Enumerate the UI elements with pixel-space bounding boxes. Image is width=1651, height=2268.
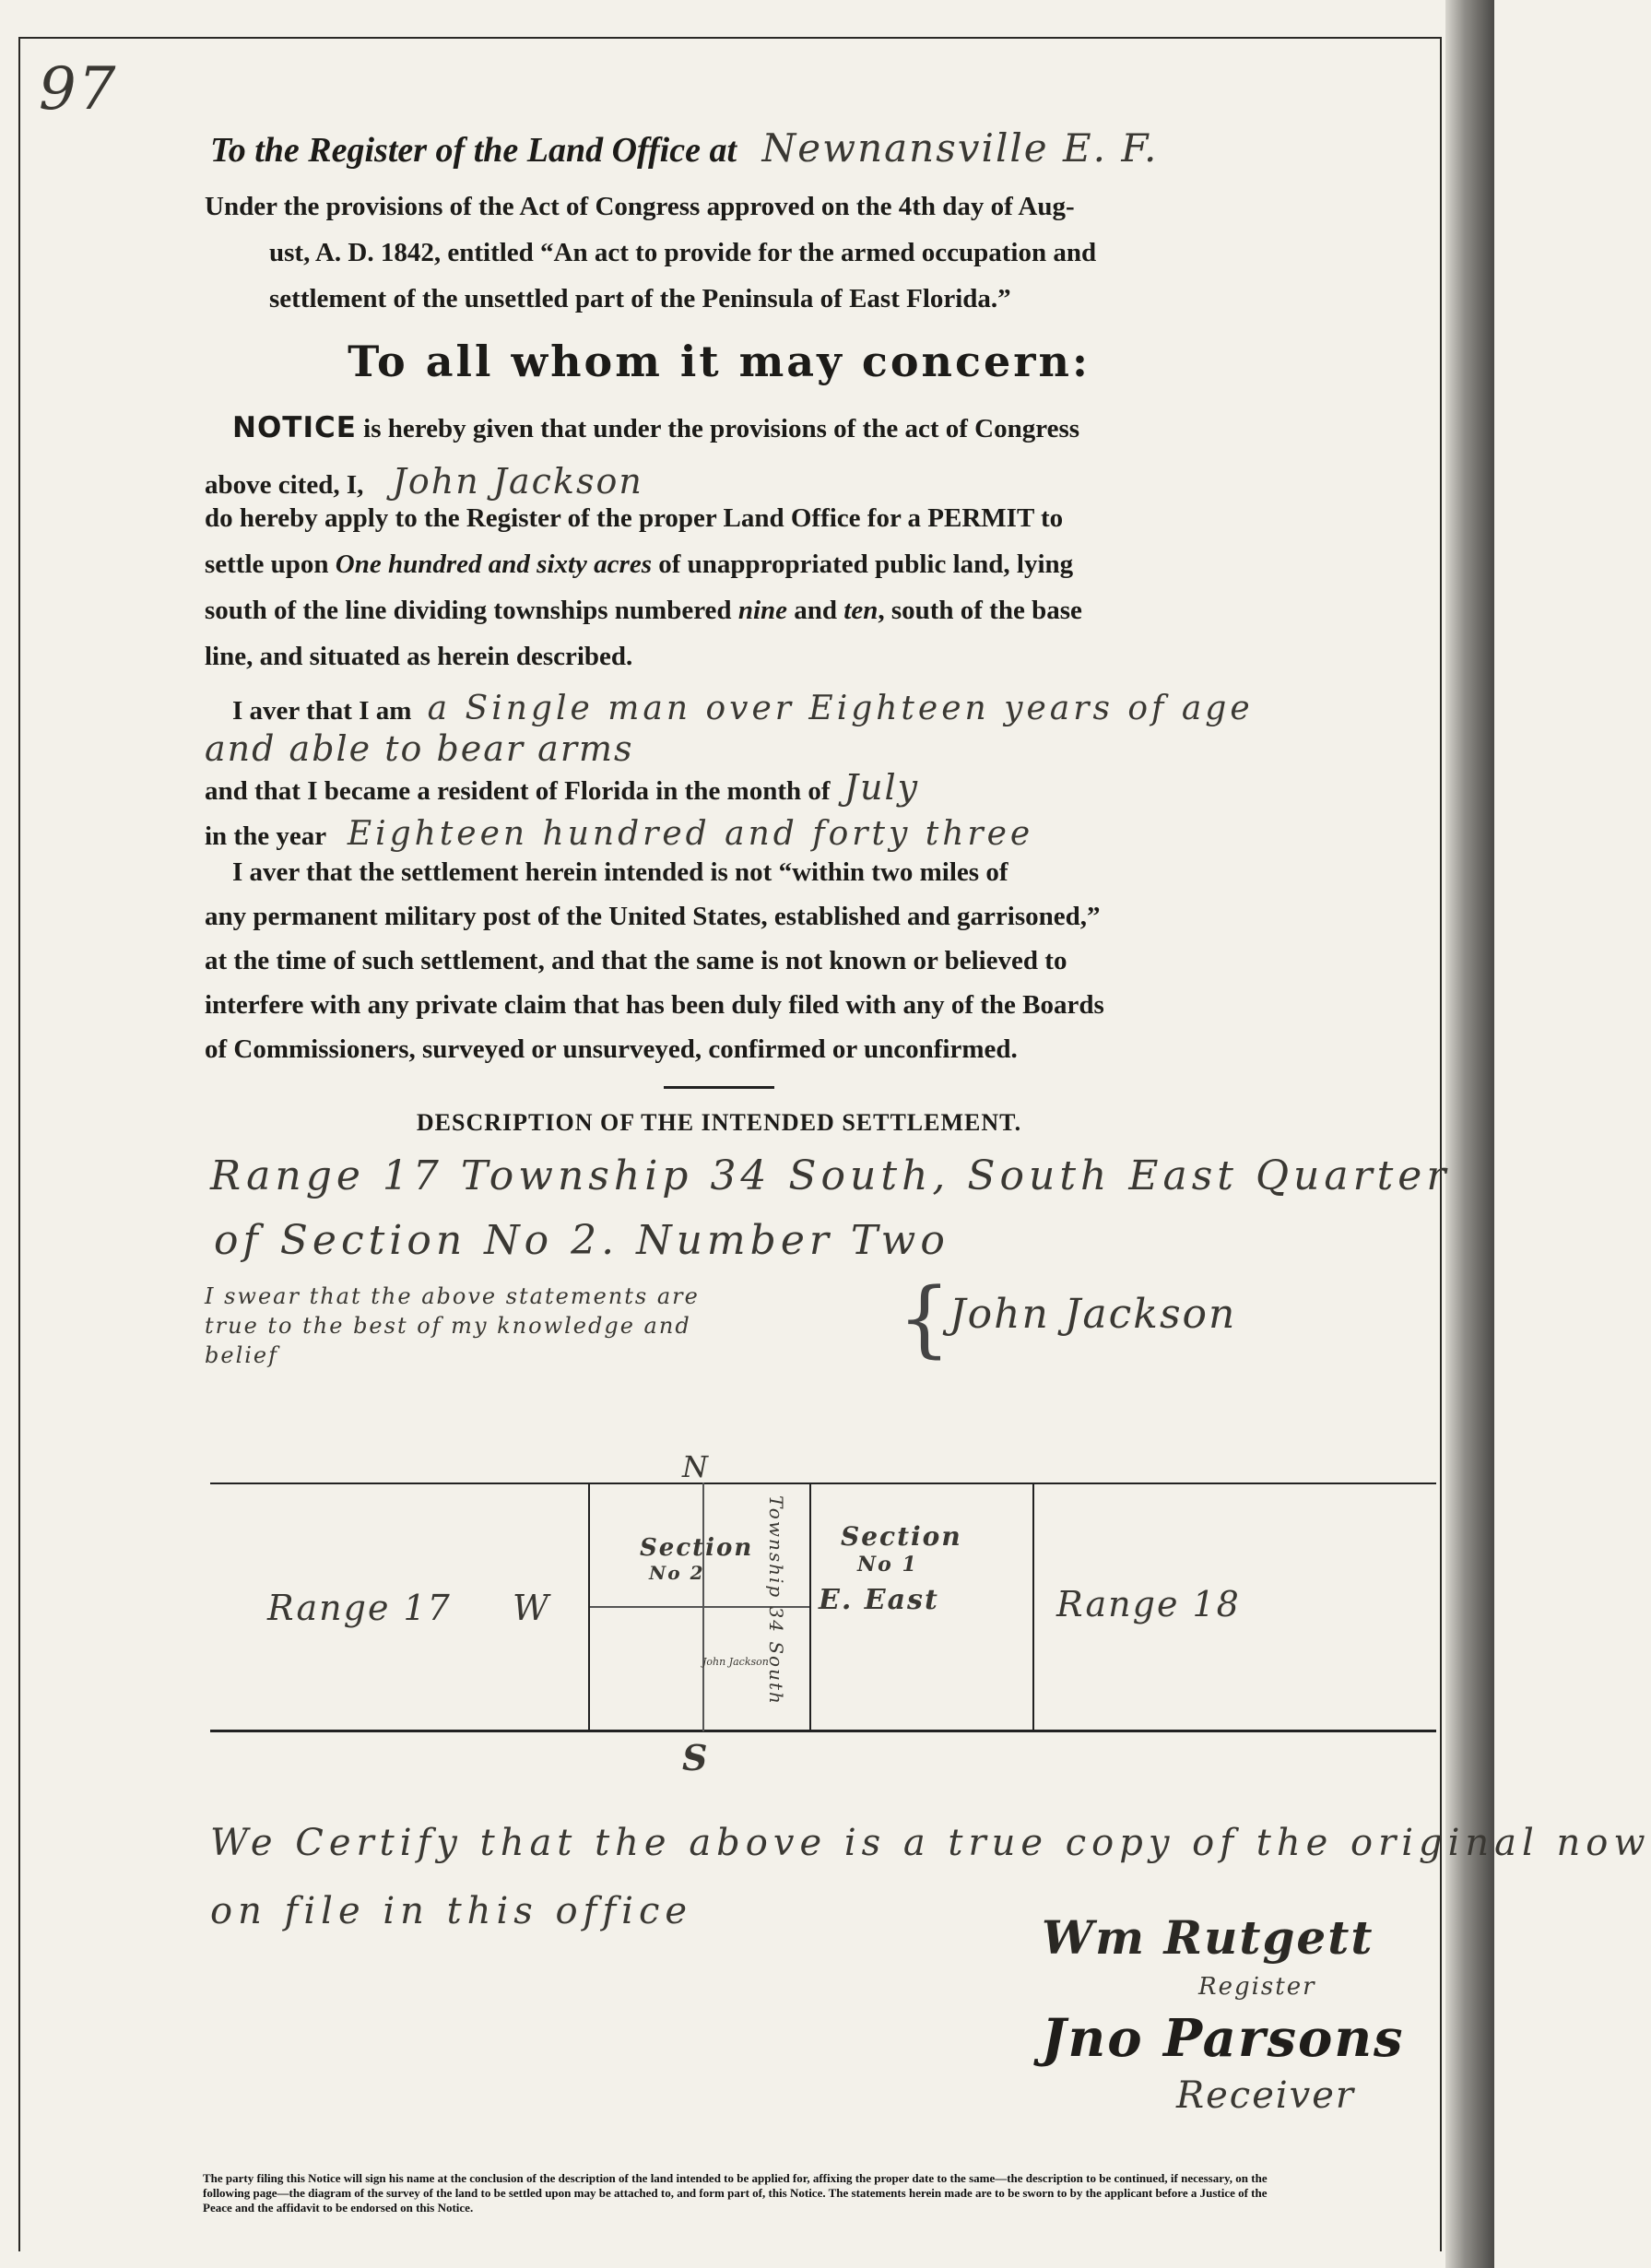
section-left-number: No 2 — [649, 1562, 705, 1584]
certification-line-1: We Certify that the above is a true copy of the original now — [210, 1822, 1651, 1864]
west-label: W — [513, 1588, 551, 1628]
oath-line-2: true to the best of my knowledge and — [205, 1313, 691, 1339]
notice-line-4 — [205, 549, 1073, 580]
settlement-line-1: I aver that the settlement herein intended is not “within two miles of — [232, 857, 1008, 887]
notice-line-1-text: is hereby given that under the provisions of the act of Congress — [363, 414, 1080, 443]
provisions-line-2: ust, A. D. 1842, entitled “An act to provide for the armed occupation and — [269, 238, 1097, 267]
register-title: Register — [1198, 1973, 1316, 2001]
certification-line-2: on file in this office — [210, 1890, 693, 1932]
aver-label: I aver that I am — [232, 696, 412, 726]
oath-line-1: I swear that the above statements are — [205, 1283, 700, 1309]
plat-bottom-line — [210, 1730, 1436, 1732]
footnote: The party filing this Notice will sign his name at the conclusion of the description of the land intended to be applied for, affixing the proper date to the same—the description to be continued, if necessary, on the following page—the diagram of the survey of the land to be settled upon may be attached to, and form part of, this Notice. The statements herein made are to be sworn to by the applicant before a Justice of the Peace and the affidavit to be endorsed on this Notice. — [203, 2171, 1268, 2215]
public-land-text: of unappropriated public land, lying — [658, 549, 1074, 579]
notice-line-1 — [232, 411, 1079, 444]
range-right-label: Range 18 — [1056, 1584, 1241, 1624]
land-office-name: Newnansville E. F. — [761, 125, 1159, 171]
settlement-line-2: any permanent military post of the United States, established and garrisoned,” — [205, 902, 1101, 931]
notice-line-5 — [205, 596, 1082, 626]
south-label: S — [682, 1737, 710, 1778]
ten-text: ten — [843, 596, 879, 625]
applicant-name: John Jackson — [392, 461, 643, 502]
section-divider — [664, 1086, 774, 1089]
east-label: E. East — [819, 1584, 939, 1616]
notice-line-3: do hereby apply to the Register of the proper Land Office for a PERMIT to — [205, 503, 1064, 533]
register-heading-lead: To the Register of the Land Office at — [210, 131, 737, 170]
oath-brace: { — [898, 1270, 951, 1367]
plat-vline-3 — [1032, 1482, 1034, 1731]
township-label: Township 34 South — [765, 1495, 787, 1706]
receiver-signature: Jno Parsons — [1042, 2008, 1405, 2069]
description-handwriting-2: of Section No 2. Number Two — [214, 1217, 949, 1264]
register-heading — [210, 125, 1158, 171]
page-number: 97 — [39, 55, 118, 124]
resident-line — [205, 767, 919, 808]
acres-text: One hundred and sixty acres — [335, 549, 652, 579]
settlement-line-5: of Commissioners, surveyed or unsurveyed, confirmed or unconfirmed. — [205, 1034, 1018, 1064]
settlement-line-4: interfere with any private claim that has been duly filed with any of the Boards — [205, 990, 1104, 1020]
year-line — [205, 815, 1033, 853]
townships-text: south of the line dividing townships numbered — [205, 596, 732, 625]
aver-handwriting-2: and able to bear arms — [205, 728, 634, 769]
book-spine-shadow — [1445, 0, 1494, 2268]
settle-upon-text: settle upon — [205, 549, 329, 579]
section-left-label: Section — [640, 1534, 754, 1562]
receiver-title: Receiver — [1176, 2074, 1356, 2117]
settlement-line-3: at the time of such settlement, and that the same is not known or believed to — [205, 946, 1067, 975]
register-signature: Wm Rutgett — [1042, 1910, 1374, 1965]
year-label: in the year — [205, 821, 326, 851]
notice-line-2 — [205, 461, 643, 502]
above-cited-label: above cited, I, — [205, 470, 364, 500]
plat-top-line — [210, 1482, 1436, 1484]
notice-word: NOTICE — [232, 411, 357, 444]
and-text: and — [794, 596, 838, 625]
aver-handwriting-1: a Single man over Eighteen years of age — [427, 690, 1254, 727]
plat-vline-2 — [809, 1482, 811, 1731]
north-label: N — [682, 1449, 710, 1484]
concern-heading: To all whom it may concern: — [348, 337, 1091, 386]
plat-small-name: John Jackson — [702, 1656, 769, 1668]
resident-month: July — [843, 767, 920, 808]
section-right-number: No 1 — [857, 1553, 918, 1577]
nine-text: nine — [737, 596, 787, 625]
description-heading: DESCRIPTION OF THE INTENDED SETTLEMENT. — [416, 1109, 1022, 1136]
description-handwriting-1: Range 17 Township 34 South, South East Quarter — [210, 1152, 1451, 1199]
range-left-label: Range 17 — [267, 1588, 452, 1628]
oath-line-3: belief — [205, 1342, 279, 1368]
base-text: , south of the base — [878, 596, 1082, 625]
provisions-line-1: Under the provisions of the Act of Congress approved on the 4th day of Aug- — [205, 192, 1075, 221]
aver-line — [232, 690, 1254, 727]
provisions-line-3: settlement of the unsettled part of the Peninsula of East Florida.” — [269, 284, 1011, 313]
notice-line-6: line, and situated as herein described. — [205, 642, 633, 671]
resident-year: Eighteen hundred and forty three — [347, 815, 1034, 853]
applicant-signature: John Jackson — [949, 1291, 1237, 1338]
section-right-label: Section — [841, 1521, 962, 1552]
resident-label: and that I became a resident of Florida in the month of — [205, 776, 831, 806]
